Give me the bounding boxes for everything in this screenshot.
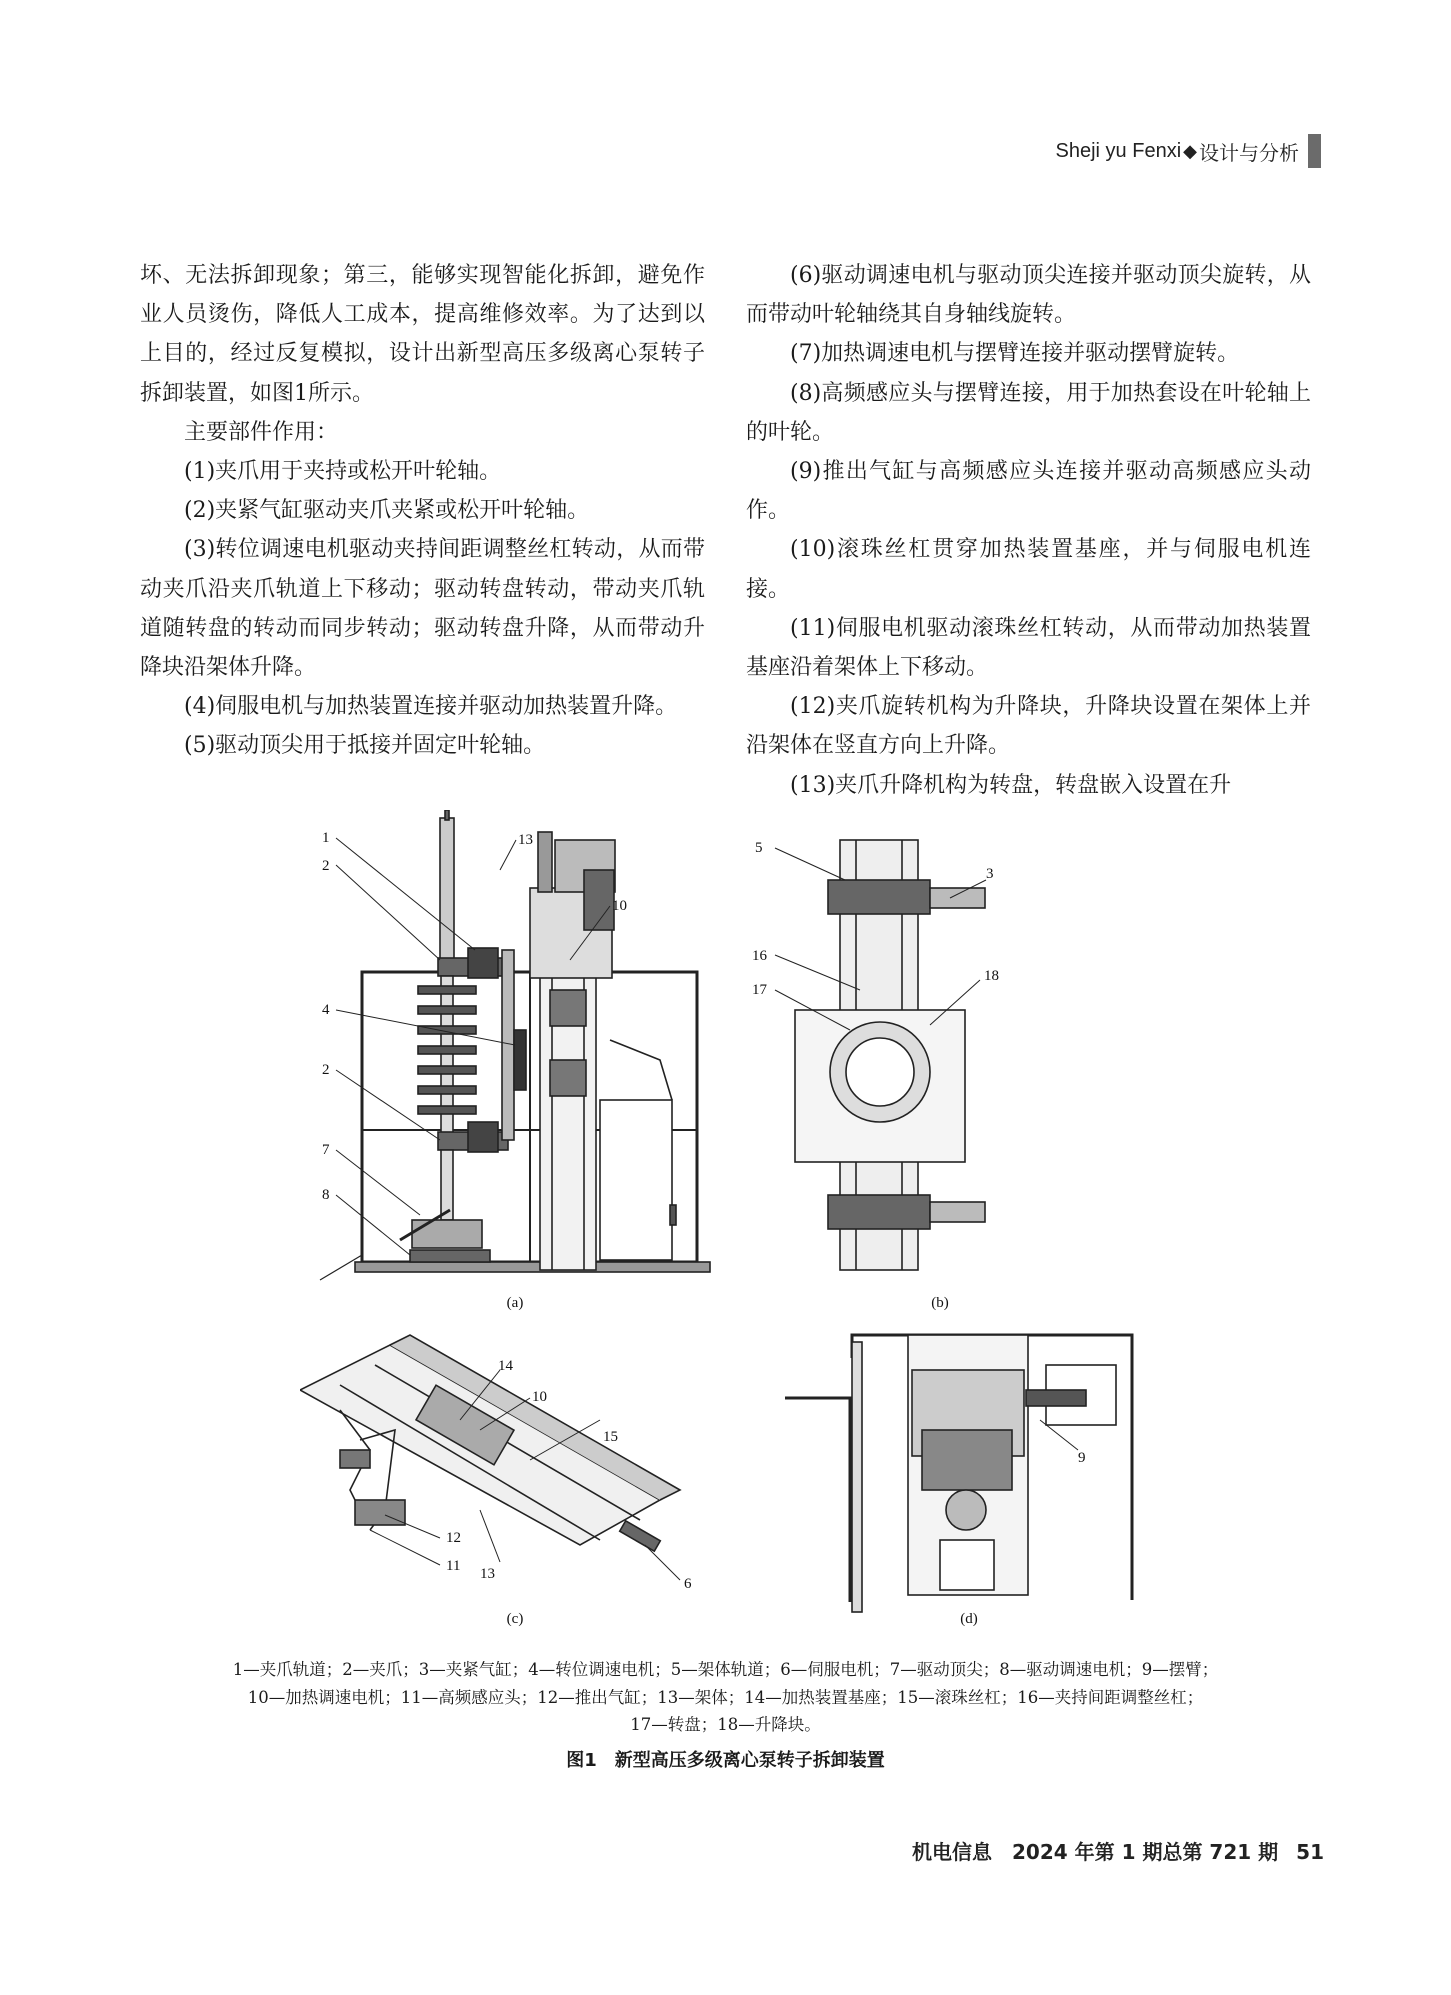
- callout-13c: 13: [480, 1566, 495, 1582]
- callout-10: 10: [612, 898, 627, 914]
- paragraph: (13)夹爪升降机构为转盘，转盘嵌入设置在升: [790, 772, 1232, 798]
- callout-11: 11: [446, 1558, 461, 1574]
- panel-a: [320, 810, 710, 1280]
- diamond-icon: ◆: [1183, 140, 1197, 162]
- subfig-label-a: (a): [506, 1295, 524, 1311]
- paragraph: 主要部件作用：: [184, 419, 339, 445]
- paragraph: (11)伺服电机驱动滚珠丝杠转动，从而带动加热装置基座沿着架体上下移动。: [746, 615, 1311, 681]
- subfig-label-b: (b): [931, 1295, 949, 1311]
- header-bar: [1308, 134, 1321, 168]
- subfig-label-c: (c): [506, 1611, 524, 1627]
- figure-title: 图1 新型高压多级离心泵转子拆卸装置: [566, 1750, 885, 1771]
- callout-3: 3: [986, 866, 994, 882]
- paragraph: (6)驱动调速电机与驱动顶尖连接并驱动顶尖旋转，从而带动叶轮轴绕其自身轴线旋转。: [746, 263, 1311, 328]
- paragraph: (12)夹爪旋转机构为升降块，升降块设置在架体上并沿架体在竖直方向上升降。: [746, 694, 1311, 759]
- legend-line: 1—夹爪轨道；2—夹爪；3—夹紧气缸；4—转位调速电机；5—架体轨道；6—伺服电机；7—驱动顶尖；8—驱动调速电机；9—摆臂；: [232, 1660, 1219, 1679]
- journal-issue: 机电信息 2024 年第 1 期总第 721 期: [912, 1840, 1279, 1864]
- header-pinyin: Sheji yu Fenxi: [1055, 139, 1182, 162]
- callout-6: 6: [684, 1576, 692, 1592]
- running-header: [1056, 131, 1321, 171]
- figure-drawing: [300, 810, 1148, 1630]
- callout-4: 4: [322, 1002, 330, 1018]
- right-column: [746, 256, 1311, 805]
- header-section: 设计与分析: [1199, 140, 1299, 165]
- figure-legend: [130, 1656, 1321, 1739]
- paragraph: (8)高频感应头与摆臂连接，用于加热套设在叶轮轴上的叶轮。: [746, 380, 1311, 445]
- paragraph: 坏、无法拆卸现象；第三，能够实现智能化拆卸，避免作业人员烫伤，降低人工成本，提高维修效率。为了达到以上目的，经过反复模拟，设计出新型高压多级离心泵转子拆卸装置，如图1所示。: [140, 263, 705, 406]
- callout-10c: 10: [532, 1389, 547, 1405]
- legend-line: 10—加热调速电机；11—高频感应头；12—推出气缸；13—架体；14—加热装置基座；15—滚珠丝杠；16—夹持间距调整丝杠；: [247, 1687, 1204, 1707]
- callout-12: 12: [446, 1530, 461, 1546]
- panel-b: [775, 840, 986, 1270]
- paragraph: (5)驱动顶尖用于抵接并固定叶轮轴。: [184, 733, 546, 759]
- callout-8: 8: [322, 1187, 330, 1203]
- callout-13: 13: [518, 832, 533, 848]
- paragraph: (2)夹紧气缸驱动夹爪夹紧或松开叶轮轴。: [184, 498, 590, 524]
- subfig-label-d: (d): [960, 1611, 978, 1627]
- paragraph: (9)推出气缸与高频感应头连接并驱动高频感应头动作。: [746, 459, 1311, 524]
- paragraph: (3)转位调速电机驱动夹持间距调整丝杠转动，从而带动夹爪沿夹爪轨道上下移动；驱动转盘转动，带动夹爪轨道随转盘的转动而同步转动；驱动转盘升降，从而带动升降块沿架体升降。: [140, 537, 705, 681]
- page-footer: [912, 1836, 1324, 1865]
- page-number: 51: [1296, 1840, 1324, 1864]
- callout-17: 17: [752, 982, 767, 998]
- paragraph: (4)伺服电机与加热装置连接并驱动加热装置升降。: [184, 694, 678, 720]
- callout-16: 16: [752, 948, 767, 964]
- callout-2b: 2: [322, 1062, 330, 1078]
- panel-d: [785, 1335, 1132, 1612]
- paragraph: (7)加热调速电机与摆臂连接并驱动摆臂旋转。: [790, 341, 1240, 367]
- legend-line: 17—转盘；18—升降块。: [630, 1715, 821, 1734]
- callout-14: 14: [498, 1358, 513, 1374]
- left-column: [140, 256, 705, 766]
- callout-2: 2: [322, 858, 330, 874]
- callout-7: 7: [322, 1142, 330, 1158]
- callout-18: 18: [984, 968, 999, 984]
- callout-9: 9: [1078, 1450, 1086, 1466]
- callout-1: 1: [322, 830, 330, 846]
- callout-5: 5: [755, 840, 763, 856]
- figure-1: [300, 810, 1148, 1630]
- paragraph: (1)夹爪用于夹持或松开叶轮轴。: [184, 459, 502, 485]
- paragraph: (10)滚珠丝杠贯穿加热装置基座，并与伺服电机连接。: [746, 537, 1311, 602]
- panel-c: [300, 1335, 680, 1580]
- callout-15: 15: [603, 1429, 618, 1445]
